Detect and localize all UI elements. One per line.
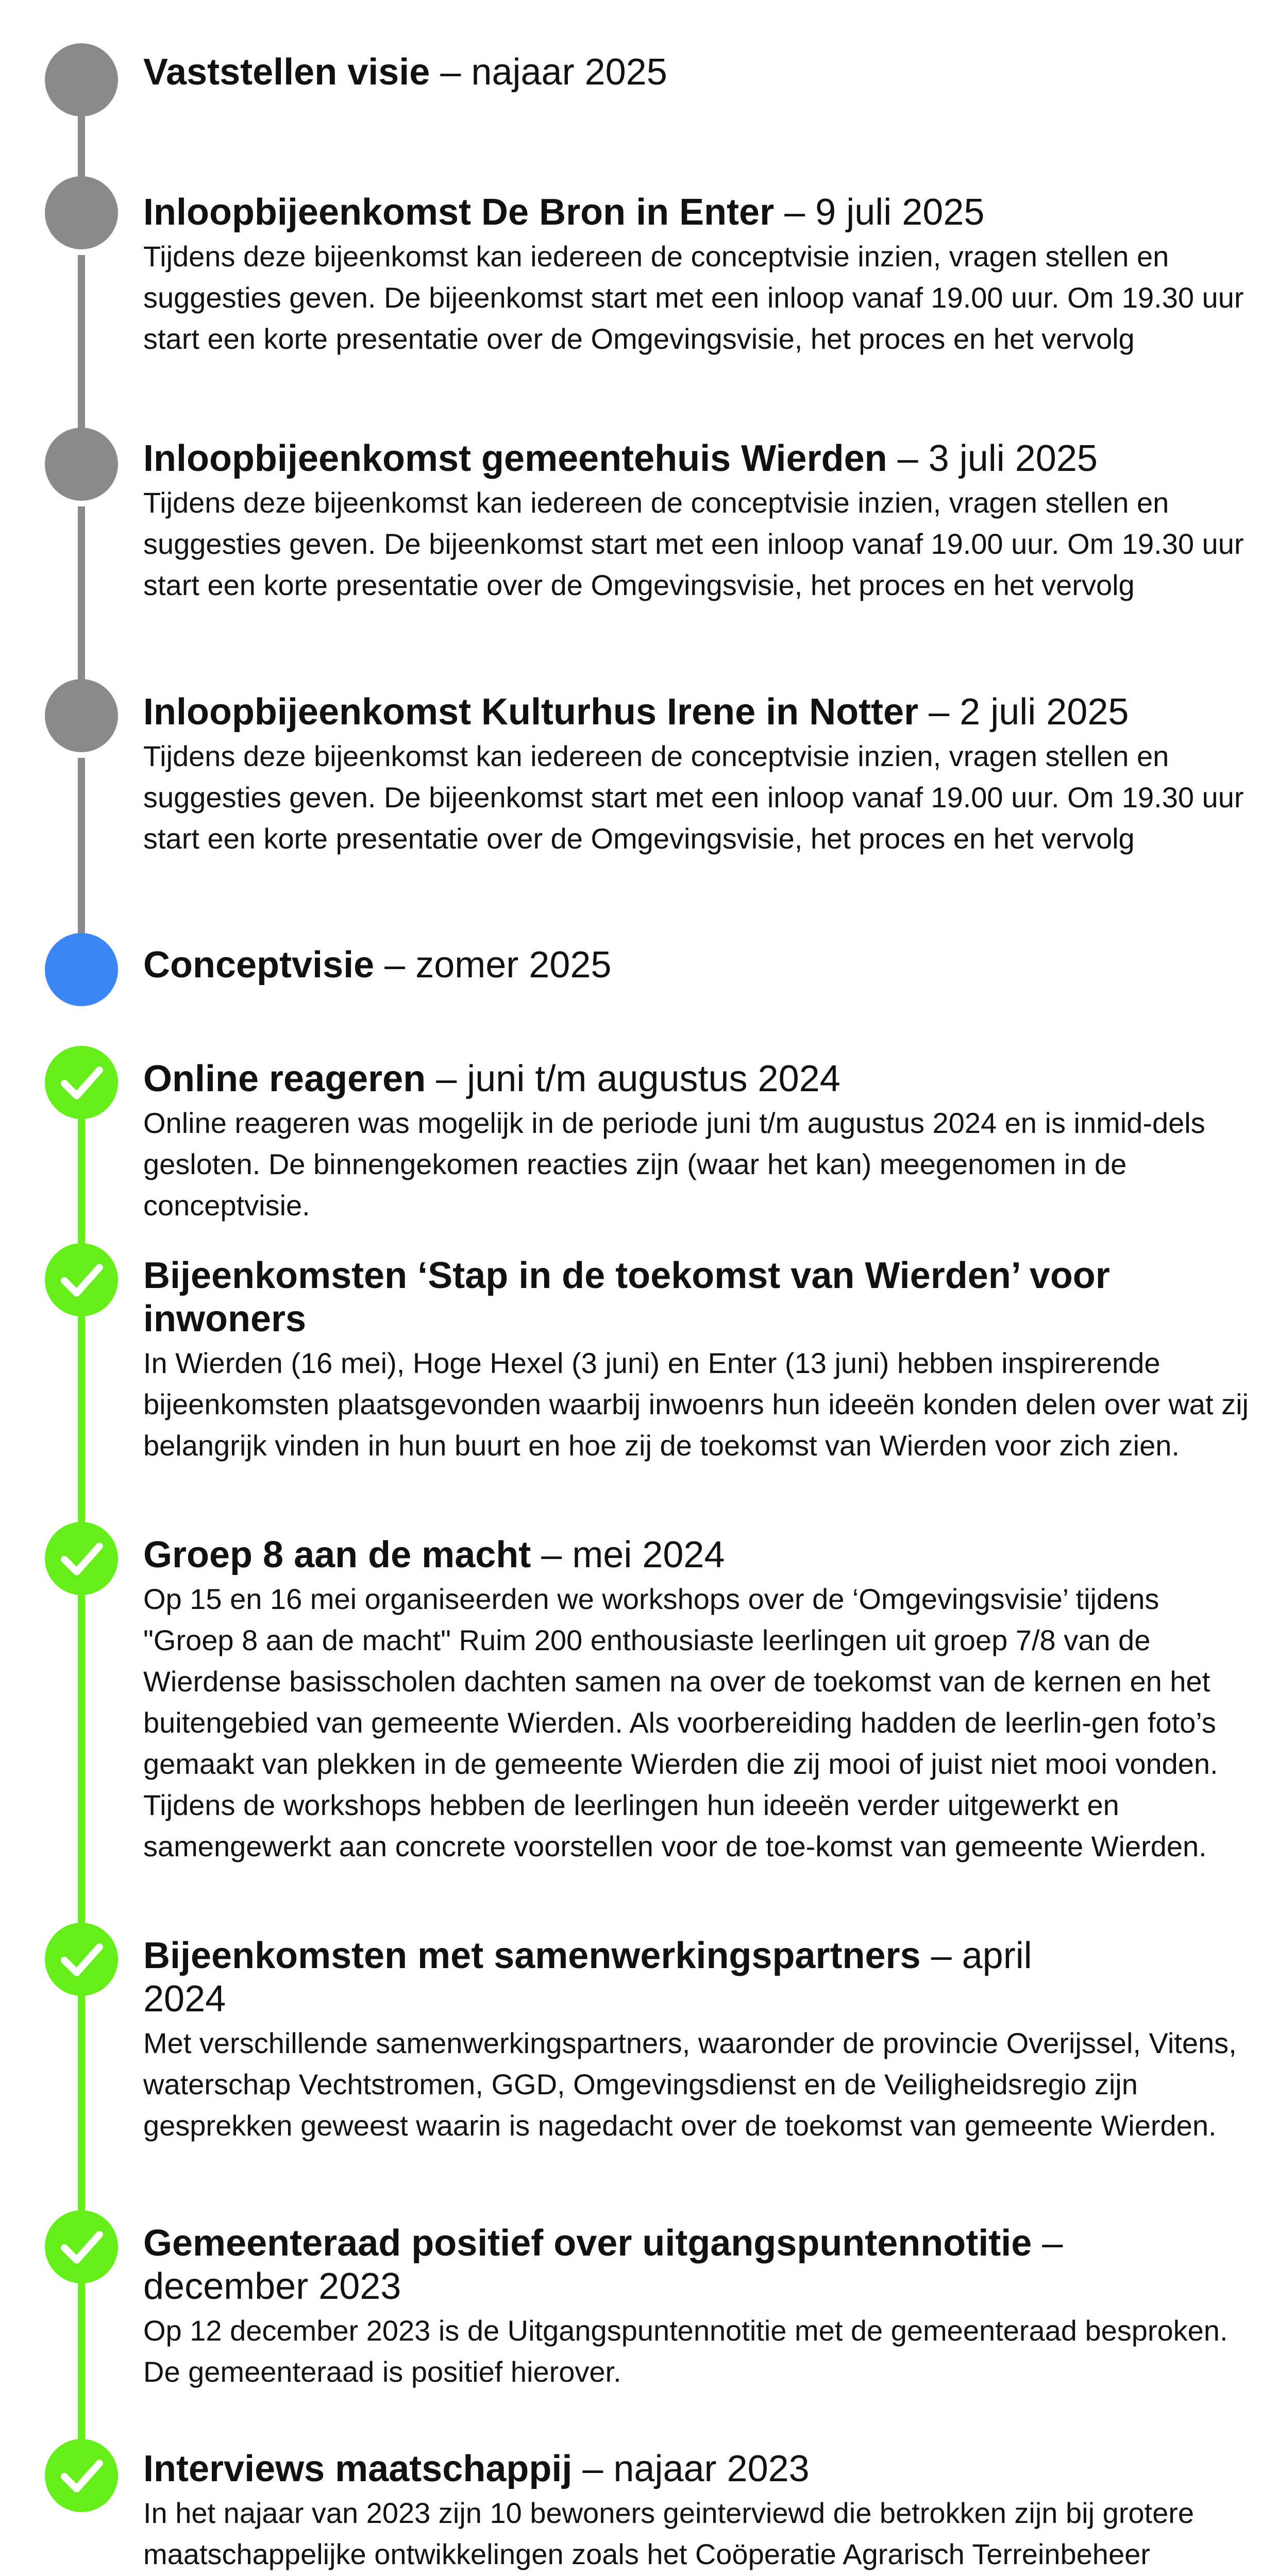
checkmark-icon — [58, 1936, 105, 1983]
timeline-item — [143, 50, 1251, 94]
milestone-date: april 2024 — [143, 1935, 1032, 2020]
milestone-date: 2 juli 2025 — [960, 691, 1129, 733]
timeline-item-title — [143, 437, 1251, 480]
timeline-item — [143, 437, 1251, 606]
timeline-item-description: Op 12 december 2023 is de Uitgangspuntennotitie met de gemeenteraad besproken. De gemeenteraad is positief hierover. — [143, 2314, 1228, 2388]
timeline-marker-upcoming — [45, 43, 118, 116]
timeline-item-description: Tijdens deze bijeenkomst kan iedereen de conceptvisie inzien, vragen stellen en suggesties geven. De bijeenkomst start met een inloop vanaf 19.00 uur. Om 19.30 uur start een korte presentatie over de Omgevingsvisie, het proces en het vervolg — [143, 486, 1244, 601]
checkmark-icon — [58, 1059, 105, 1106]
title-separator: – — [531, 1534, 573, 1575]
checkmark-icon — [58, 1535, 105, 1582]
title-separator: – — [920, 1935, 962, 1976]
timeline-item-title — [143, 1934, 1071, 2021]
timeline-item-title — [143, 1254, 1122, 1341]
timeline-line-segment — [78, 1995, 85, 2241]
title-separator: – — [774, 192, 816, 233]
timeline-item-description: Online reageren was mogelijk in de periode juni t/m augustus 2024 en is inmid-dels gesloten. De binnengekomen reacties zijn (waar het kan) meegenomen in de conceptvisie. — [143, 1107, 1205, 1222]
milestone-name: Conceptvisie — [143, 944, 375, 986]
timeline-marker-upcoming — [45, 176, 118, 249]
checkmark-icon — [58, 2452, 105, 2499]
milestone-name: Inloopbijeenkomst Kulturhus Irene in Notter — [143, 691, 919, 733]
milestone-name: Bijeenkomsten ‘Stap in de toekomst van Wierden’ voor inwoners — [143, 1255, 1110, 1340]
timeline-marker-done — [45, 1923, 118, 1996]
timeline-marker-done — [45, 1243, 118, 1316]
checkmark-icon — [58, 1256, 105, 1303]
timeline-item-title — [143, 50, 1251, 94]
timeline-line-segment — [78, 1316, 85, 1552]
timeline-item — [143, 2447, 1251, 2576]
title-separator: – — [430, 52, 472, 93]
milestone-name: Gemeenteraad positief over uitgangspuntennotitie — [143, 2223, 1032, 2264]
timeline-item-description: Op 15 en 16 mei organiseerden we workshops over de ‘Omgevingsvisie’ tijdens "Groep 8 aan de macht" Ruim 200 enthousiaste leerlingen uit groep 7/8 van de Wierdense basisscholen dachten samen na over de toekomst van de kernen en het buitengebied van gemeente Wierden. Als voorbereiding hadden de leerlin-gen foto’s gemaakt van plekken in de gemeente Wierden die zij mooi of juist niet mooi vonden. Tijdens de workshops hebben de leerlingen hun ideeën verder uitgewerkt en samengewerkt aan concrete voorstellen voor de toe-komst van gemeente Wierden. — [143, 1583, 1218, 1862]
timeline-item-title — [143, 191, 1251, 234]
timeline-marker-upcoming — [45, 428, 118, 501]
milestone-date: 9 juli 2025 — [815, 192, 985, 233]
milestone-date: zomer 2025 — [415, 944, 612, 986]
timeline-item-description: In Wierden (16 mei), Hoge Hexel (3 juni) en Enter (13 juni) hebben inspirerende bijeenkomsten plaatsgevonden waarbij inwoenrs hun ideeën konden delen over wat zij belangrijk vinden in hun buurt en hoe zij de toekomst van Wierden voor zich zien. — [143, 1347, 1249, 1462]
milestone-date: december 2023 — [143, 2266, 401, 2307]
timeline-item-description: Tijdens deze bijeenkomst kan iedereen de conceptvisie inzien, vragen stellen en suggesties geven. De bijeenkomst start met een inloop vanaf 19.00 uur. Om 19.30 uur start een korte presentatie over de Omgevingsvisie, het proces en het vervolg — [143, 240, 1244, 355]
title-separator: – — [1032, 2223, 1063, 2264]
timeline-marker-upcoming — [45, 679, 118, 752]
milestone-date: juni t/m augustus 2024 — [467, 1058, 840, 1099]
timeline-marker-done — [45, 1046, 118, 1119]
timeline-marker-done — [45, 2210, 118, 2283]
timeline-item-title — [143, 1057, 1251, 1100]
title-separator: – — [374, 944, 416, 986]
milestone-name: Groep 8 aan de macht — [143, 1534, 531, 1575]
timeline-marker-done — [45, 2439, 118, 2512]
milestone-name: Bijeenkomsten met samenwerkingspartners — [143, 1935, 921, 1976]
timeline-item — [143, 943, 1251, 987]
timeline-marker-current — [45, 933, 118, 1006]
timeline-line-segment — [78, 1595, 85, 1953]
timeline-item — [143, 1057, 1251, 1226]
milestone-name: Vaststellen visie — [143, 52, 430, 93]
checkmark-icon — [58, 2223, 105, 2270]
timeline-item-title — [143, 690, 1251, 734]
timeline-item-description: Tijdens deze bijeenkomst kan iedereen de conceptvisie inzien, vragen stellen en suggesties geven. De bijeenkomst start met een inloop vanaf 19.00 uur. Om 19.30 uur start een korte presentatie over de Omgevingsvisie, het proces en het vervolg — [143, 740, 1244, 855]
timeline-marker-done — [45, 1522, 118, 1595]
title-separator: – — [887, 438, 929, 479]
milestone-date: najaar 2025 — [471, 52, 667, 93]
timeline-item — [143, 690, 1251, 859]
timeline-item — [143, 2222, 1251, 2393]
timeline-item-title — [143, 2222, 1148, 2308]
title-separator: – — [572, 2448, 614, 2489]
timeline-item — [143, 191, 1251, 360]
milestone-date: 3 juli 2025 — [928, 438, 1098, 479]
timeline-item-title — [143, 943, 1251, 987]
timeline-item — [143, 1934, 1251, 2146]
timeline-item-title — [143, 2447, 1251, 2490]
timeline-item-description: In het najaar van 2023 zijn 10 bewoners geinterviewd die betrokken zijn bij grotere maatschappelijke ontwikkelingen zoals het Coöperatie Agrarisch Terreinbeheer — [143, 2497, 1195, 2570]
milestone-name: Interviews maatschappij — [143, 2448, 573, 2489]
milestone-date: mei 2024 — [572, 1534, 725, 1575]
timeline-item — [143, 1254, 1251, 1466]
title-separator: – — [918, 691, 960, 733]
milestone-name: Online reageren — [143, 1058, 426, 1099]
timeline-item-description: Met verschillende samenwerkingspartners, waaronder de provincie Overijssel, Vitens, waterschap Vechtstromen, GGD, Omgevingsdienst en de Veiligheidsregio zijn gesprekken geweest waarin is nagedacht over de toekomst van gemeente Wierden. — [143, 2027, 1237, 2142]
milestone-name: Inloopbijeenkomst De Bron in Enter — [143, 192, 775, 233]
timeline-item — [143, 1533, 1251, 1867]
title-separator: – — [426, 1058, 467, 1099]
milestone-name: Inloopbijeenkomst gemeentehuis Wierden — [143, 438, 887, 479]
timeline-item-title — [143, 1533, 1251, 1577]
milestone-date: najaar 2023 — [613, 2448, 810, 2489]
